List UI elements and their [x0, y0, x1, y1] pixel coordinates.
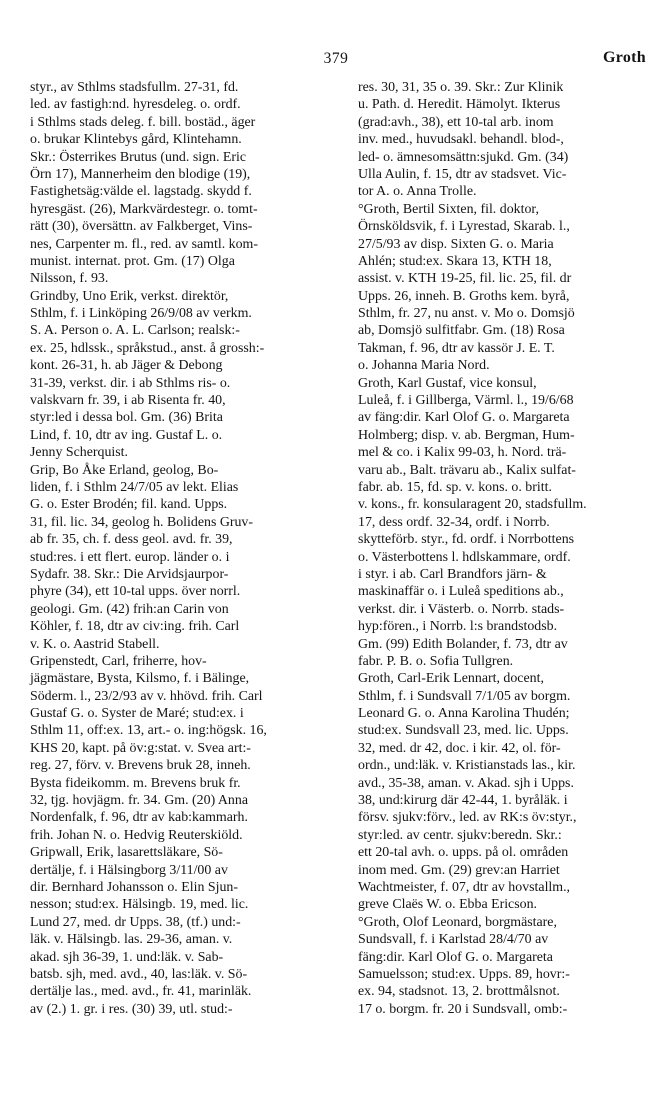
text-line: assist. v. KTH 19-25, fil. lic. 25, fil. dr — [358, 271, 572, 287]
text-line: o. brukar Klintebys gård, Klintehamn. — [30, 132, 242, 148]
text-line: o. Johanna Maria Nord. — [358, 358, 490, 374]
text-line: ab, Domsjö sulfitfabr. Gm. (18) Rosa — [358, 323, 565, 339]
text-line: akad. sjh 36-39, 1. und:läk. v. Sab- — [30, 949, 224, 965]
text-line: stud:res. i ett flert. europ. länder o. i — [30, 549, 230, 565]
text-line: Lund 27, med. dr Upps. 38, (tf.) und:- — [30, 914, 241, 930]
text-line: kont. 26-31, h. ab Jäger & Debong — [30, 358, 223, 374]
text-line: Nilsson, f. 93. — [30, 271, 109, 287]
text-line: fäng:dir. Karl Olof G. o. Margareta — [358, 949, 553, 965]
text-line: Nordenfalk, f. 96, dtr av kab:kammarh. — [30, 810, 248, 826]
text-line: Gripwall, Erik, lasarettsläkare, Sö- — [30, 845, 223, 861]
text-line: nesson; stud:ex. Hälsingb. 19, med. lic. — [30, 897, 249, 913]
text-line: 31, fil. lic. 34, geolog h. Bolidens Gruv- — [30, 514, 253, 530]
text-line: res. 30, 31, 35 o. 39. Skr.: Zur Klinik — [358, 80, 564, 95]
text-line: Sthlm, fr. 27, nu anst. v. Mo o. Domsjö — [358, 306, 575, 322]
text-line: ab fr. 35, ch. f. dess geol. avd. fr. 39, — [30, 532, 233, 548]
text-line: stud:ex. Sundsvall 23, med. lic. Upps. — [358, 723, 569, 739]
text-line: u. Path. d. Heredit. Hämolyt. Ikterus — [358, 97, 561, 113]
text-line: i styr. i ab. Carl Brandfors järn- & — [358, 566, 547, 582]
text-line: (grad:avh., 38), ett 10-tal arb. inom — [358, 114, 554, 130]
text-line: Sthlm, f. i Linköping 26/9/08 av verkm. — [30, 306, 252, 322]
text-line: reg. 27, förv. v. Brevens bruk 28, inneh. — [30, 758, 251, 774]
text-line: dertälje, f. i Hälsingborg 3/11/00 av — [30, 862, 228, 878]
text-line: avd., 35-38, aman. v. Akad. sjh i Upps. — [358, 775, 574, 791]
text-line: v. K. o. Aastrid Stabell. — [30, 636, 160, 652]
text-line: styr., av Sthlms stadsfullm. 27-31, fd. — [30, 80, 239, 95]
text-line: Ulla Aulin, f. 15, dtr av stadsvet. Vic- — [358, 166, 567, 182]
text-line: skytteförb. styr., fd. ordf. i Norrbottens — [358, 532, 575, 548]
text-line: frih. Johan N. o. Hedvig Reuterskiöld. — [30, 827, 243, 843]
text-line: greve Claës W. o. Ebba Ericson. — [358, 897, 537, 913]
text-line: Holmberg; disp. v. ab. Bergman, Hum- — [358, 427, 575, 443]
text-line: inv. med., huvudsakl. behandl. blod-, — [358, 132, 564, 148]
text-line: G. o. Ester Brodén; fil. kand. Upps. — [30, 497, 228, 513]
text-line: Luleå, f. i Gillberga, Värml. l., 19/6/68 — [358, 393, 574, 409]
text-line: Samuelsson; stud:ex. Upps. 89, hovr:- — [358, 966, 570, 982]
text-line: Sthlm, f. i Sundsvall 7/1/05 av borgm. — [358, 688, 571, 704]
text-line: Bysta fideikomm. m. Brevens bruk fr. — [30, 775, 241, 791]
text-line: 38, und:kirurg där 42-44, 1. byråläk. i — [358, 793, 568, 809]
text-line: valskvarn fr. 39, i ab Risenta fr. 40, — [30, 393, 226, 409]
text-line: ett 20-tal avh. o. upps. på ol. områden — [358, 845, 569, 861]
text-line: Fastighetsäg:välde el. lagstadg. skydd f. — [30, 184, 252, 200]
text-line: 32, tjg. hovjägm. fr. 34. Gm. (20) Anna — [30, 793, 248, 809]
text-line: °Groth, Olof Leonard, borgmästare, — [358, 914, 557, 930]
text-line: Upps. 26, inneh. B. Groths kem. byrå, — [358, 288, 570, 304]
running-head: Groth — [603, 49, 646, 66]
text-line: geologi. Gm. (42) frih:an Carin von — [30, 601, 229, 617]
text-line: KHS 20, kapt. på öv:g:stat. v. Svea art:- — [30, 740, 251, 756]
text-line: 27/5/93 av disp. Sixten G. o. Maria — [358, 236, 554, 252]
text-line: hyp:fören., i Norrb. l:s brandstodsb. — [358, 619, 558, 635]
text-line: Sydafr. 38. Skr.: Die Arvidsjaurpor- — [30, 566, 229, 582]
text-line: dir. Bernhard Johansson o. Elin Sjun- — [30, 879, 238, 895]
text-line: S. A. Person o. A. L. Carlson; realsk:- — [30, 323, 240, 339]
text-line: ex. 94, stadsnot. 13, 2. brottmålsnot. — [358, 984, 560, 1000]
page-number: 379 — [323, 50, 349, 67]
text-line: Gustaf G. o. Syster de Maré; stud:ex. i — [30, 706, 244, 722]
text-line: i Sthlms stads deleg. f. bill. bostäd., äger — [30, 114, 256, 130]
text-line: batsb. sjh, med. avd., 40, las:läk. v. Sö- — [30, 966, 248, 982]
text-line: nes, Carpenter m. fl., red. av samtl. kom- — [30, 236, 258, 252]
text-line: ordn., und:läk. v. Kristianstads las., kir. — [358, 758, 576, 774]
text-line: 17 o. borgm. fr. 20 i Sundsvall, omb:- — [358, 1001, 568, 1017]
text-line: av (2.) 1. gr. i res. (30) 39, utl. stud:- — [30, 1001, 233, 1017]
text-line: phyre (34), ett 10-tal upps. över norrl. — [30, 584, 241, 600]
text-line: munist. internat. prot. Gm. (17) Olga — [30, 253, 235, 269]
text-line: läk. v. Hälsingb. las. 29-36, aman. v. — [30, 932, 233, 948]
text-line: Sthlm 11, off:ex. 13, art.- o. ing:högsk. 16, — [30, 723, 267, 739]
text-line: Groth, Karl Gustaf, vice konsul, — [358, 375, 537, 391]
text-line: styr:led i dessa bol. Gm. (36) Brita — [30, 410, 223, 426]
text-line: mel & co. i Kalix 99-03, h. Nord. trä- — [358, 445, 567, 461]
left-column — [30, 79, 335, 1018]
text-line: fabr. ab. 15, fd. sp. v. kons. o. britt. — [358, 479, 552, 495]
text-line: ex. 25, hdlssk., språkstud., anst. å grossh:- — [30, 340, 265, 356]
text-line: hyresgäst. (26), Markvärdestegr. o. tomt- — [30, 201, 258, 217]
text-line: verkst. dir. i Västerb. o. Norrb. stads- — [358, 601, 565, 617]
text-line: jägmästare, Bysta, Kilsmo, f. i Bälinge, — [30, 671, 250, 687]
text-line: Grip, Bo Åke Erland, geolog, Bo- — [30, 462, 219, 478]
text-line: av fäng:dir. Karl Olof G. o. Margareta — [358, 410, 570, 426]
text-line: fabr. P. B. o. Sofia Tullgren. — [358, 653, 514, 669]
text-line: Gripenstedt, Carl, friherre, hov- — [30, 653, 207, 669]
text-line: Lind, f. 10, dtr av ing. Gustaf L. o. — [30, 427, 223, 443]
text-line: Leonard G. o. Anna Karolina Thudén; — [358, 706, 570, 722]
text-line: Köhler, f. 18, dtr av civ:ing. frih. Carl — [30, 619, 240, 635]
text-line: 32, med. dr 42, doc. i kir. 42, ol. för- — [358, 740, 561, 756]
text-line: tor A. o. Anna Trolle. — [358, 184, 477, 200]
text-line: led. av fastigh:nd. hyresdeleg. o. ordf. — [30, 97, 241, 113]
text-line: dertälje las., med. avd., fr. 41, marinläk. — [30, 984, 252, 1000]
text-line: liden, f. i Sthlm 24/7/05 av lekt. Elias — [30, 479, 239, 495]
text-line: Ahlén; stud:ex. Skara 13, KTH 18, — [358, 253, 552, 269]
text-line: Sundsvall, f. i Karlstad 28/4/70 av — [358, 932, 549, 948]
text-line: rätt (30), översättn. av Falkberget, Vins- — [30, 219, 253, 235]
right-column — [358, 79, 650, 1018]
text-line: Örn 17), Mannerheim den blodige (19), — [30, 166, 251, 182]
text-line: led- o. ämnesomsättn:sjukd. Gm. (34) — [358, 149, 569, 165]
text-line: Wachtmeister, f. 07, dtr av hovstallm., — [358, 879, 571, 895]
text-line: inom med. Gm. (29) grev:an Harriet — [358, 862, 560, 878]
text-line: v. kons., fr. konsularagent 20, stadsfullm. — [358, 497, 587, 513]
text-line: 17, dess ordf. 32-34, ordf. i Norrb. — [358, 514, 550, 530]
text-line: Jenny Scherquist. — [30, 445, 128, 461]
text-line: °Groth, Bertil Sixten, fil. doktor, — [358, 201, 539, 217]
text-line: 31-39, verkst. dir. i ab Sthlms ris- o. — [30, 375, 231, 391]
text-line: Grindby, Uno Erik, verkst. direktör, — [30, 288, 229, 304]
text-line: styr:led. av centr. sjukv:beredn. Skr.: — [358, 827, 562, 843]
text-line: Takman, f. 96, dtr av kassör J. E. T. — [358, 340, 555, 356]
text-line: Örnsköldsvik, f. i Lyrestad, Skarab. l., — [358, 219, 570, 235]
text-line: försv. sjukv:förv., led. av RK:s öv:styr., — [358, 810, 577, 826]
text-line: Groth, Carl-Erik Lennart, docent, — [358, 671, 544, 687]
text-line: Gm. (99) Edith Bolander, f. 73, dtr av — [358, 636, 568, 652]
text-line: o. Västerbottens l. hdlskammare, ordf. — [358, 549, 571, 565]
text-line: Söderm. l., 23/2/93 av v. hhövd. frih. Carl — [30, 688, 263, 704]
text-line: maskinaffär o. i Luleå speditions ab., — [358, 584, 564, 600]
text-line: varu ab., Balt. trävaru ab., Kalix sulfat- — [358, 462, 576, 478]
text-line: Skr.: Österrikes Brutus (und. sign. Eric — [30, 149, 247, 165]
